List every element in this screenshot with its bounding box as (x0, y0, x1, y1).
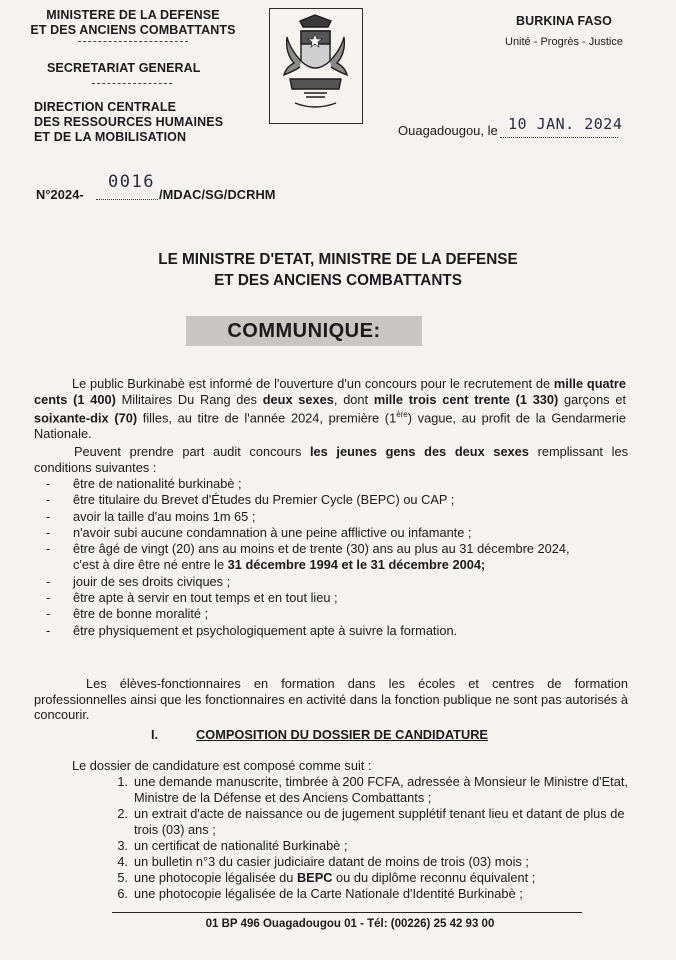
list-item (46, 574, 646, 590)
ministry-line1: MINISTERE DE LA DEFENSE (46, 8, 220, 22)
intro-text: Militaires Du Rang des (115, 391, 263, 407)
document-text (134, 870, 535, 886)
intro-text: filles, au titre de l'année 2024, première (1 (137, 410, 397, 426)
list-dash: - (46, 573, 51, 589)
minister-title (20, 249, 656, 291)
list-item (108, 774, 628, 806)
eligibility-text: remplissant les conditions suivantes : (34, 444, 628, 475)
minister-title-line2: ET DES ANCIENS COMBATTANTS (214, 272, 462, 289)
intro-superscript: ère (396, 410, 408, 420)
document-text: un bulletin n°3 du casier judiciaire datant de moins de trois (03) mois ; (134, 854, 529, 869)
condition-text: être de nationalité burkinabè ; (73, 476, 242, 491)
condition-text: avoir la taille d'au moins 1m 65 ; (73, 508, 256, 524)
condition-text-line2: c'est à dire être né entre le (73, 557, 228, 573)
document-text-part: ou du diplôme reconnu équivalent ; (332, 870, 536, 885)
intro-paragraph (34, 376, 626, 442)
list-number: 3. (117, 838, 128, 853)
date-dotted-line (500, 137, 618, 138)
list-item (46, 476, 646, 492)
direction-block (34, 100, 223, 145)
minister-title-line1: LE MINISTRE D'ETAT, MINISTRE DE LA DEFENSE (158, 251, 518, 268)
list-dash: - (46, 508, 51, 524)
reference-number: 0016 (108, 172, 155, 192)
list-number: 4. (117, 854, 128, 869)
reference-prefix: N°2024- (36, 187, 84, 202)
section-title: COMPOSITION DU DOSSIER DE CANDIDATURE (196, 727, 488, 742)
condition-text-line1: être âgé de vingt (20) ans au moins et de trente (30) ans au plus au 31 décembre 2024, (73, 541, 570, 557)
list-dash: - (46, 541, 51, 557)
intro-bold-sexes: deux sexes (262, 391, 334, 407)
eligibility-paragraph (34, 444, 628, 475)
section-lead: Le dossier de candidature est composé comme suit : (72, 758, 372, 773)
document-bold-bepc: BEPC (296, 870, 333, 885)
list-dash: - (46, 524, 51, 540)
condition-text: n'avoir subi aucune condamnation à une peine afflictive ou infamante ; (73, 524, 472, 540)
secretariat-divider (92, 83, 172, 84)
list-dash: - (46, 492, 51, 508)
direction-line2: DES RESSOURCES HUMAINES (34, 115, 224, 129)
list-dash: - (46, 476, 51, 491)
document-text: une demande manuscrite, timbrée à 200 FCFA, adressée à Monsieur le Ministre d'Etat, Ministre de la Défense et des Anciens Combattants ; (134, 774, 628, 805)
footer-rule (112, 912, 582, 913)
eligibility-text: Peuvent prendre part audit concours (74, 444, 310, 459)
list-item (46, 623, 646, 639)
list-dash: - (46, 590, 51, 606)
secretariat-label: SECRETARIAT GENERAL (47, 61, 201, 75)
list-item (108, 838, 628, 854)
condition-bold-dates: 31 décembre 1994 et le 31 décembre 2004; (227, 557, 486, 573)
intro-bold-boys: mille trois cent trente (1 330) (373, 391, 559, 407)
ministry-header (22, 8, 244, 42)
ministry-line2: ET DES ANCIENS COMBATTANTS (30, 23, 236, 37)
coat-of-arms-icon (269, 8, 363, 124)
communique-heading: COMMUNIQUE: (186, 316, 422, 346)
document-text: un certificat de nationalité Burkinabè ; (134, 838, 348, 853)
condition-text: être de bonne moralité ; (73, 606, 209, 622)
list-dash: - (46, 622, 51, 638)
condition-text: être physiquement et psychologiquement apte à suivre la formation. (73, 622, 458, 638)
intro-text: garçons et (558, 391, 626, 407)
direction-line1: DIRECTION CENTRALE (34, 100, 177, 114)
condition-text: être titulaire du Brevet d'Études du Premier Cycle (BEPC) ou CAP ; (73, 492, 455, 508)
list-item (46, 606, 646, 622)
intro-text: Le public Burkinabè est informé de l'ouverture d'un concours pour le recrutement de (72, 376, 554, 391)
reference-dotted-line (96, 199, 158, 200)
section-numeral: I. (151, 727, 159, 742)
list-item (46, 590, 646, 606)
list-number: 5. (117, 870, 128, 885)
direction-line3: ET DE LA MOBILISATION (34, 130, 187, 144)
country-motto: Unité - Progrès - Justice (505, 36, 623, 48)
intro-text: , dont (333, 391, 374, 407)
list-number: 1. (117, 774, 128, 789)
footer-address: 01 BP 496 Ouagadougou 01 - Tél: (00226) 25 42 93 00 (205, 918, 495, 930)
intro-bold-girls: soixante-dix (70) (34, 410, 138, 426)
country-name: BURKINA FASO (516, 14, 612, 28)
eligibility-bold: les jeunes gens des deux sexes (310, 444, 529, 459)
list-item (108, 854, 628, 870)
header-divider (78, 41, 188, 42)
documents-list (108, 774, 628, 902)
list-item (108, 870, 628, 886)
list-item (46, 525, 646, 541)
intro-bold-total: mille quatre cents (1 400) (34, 376, 627, 407)
reference-suffix: /MDAC/SG/DCRHM (159, 187, 276, 202)
condition-text: être apte à servir en tout temps et en tout lieu ; (73, 590, 338, 606)
conditions-list (46, 476, 646, 639)
document-text: une photocopie légalisée de la Carte Nationale d'Identité Burkinabè ; (134, 886, 523, 901)
list-item (46, 509, 646, 525)
handwritten-date: 10 JAN. 2024 (508, 115, 623, 133)
list-dash: - (46, 606, 51, 622)
intro-text: ) vague, au profit de la Gendarmerie Nationale. (34, 410, 627, 442)
list-number: 2. (117, 806, 128, 821)
place-label: Ouagadougou, le (398, 123, 498, 138)
list-number: 6. (117, 886, 128, 901)
exclusion-paragraph: Les élèves-fonctionnaires en formation dans les écoles et centres de formation professionnelles ainsi que les fonctionnaires en activité dans la fonction publique ne sont pas autorisés à concourir. (34, 676, 628, 723)
condition-text (73, 541, 570, 574)
list-item (46, 541, 646, 574)
document-text: un extrait d'acte de naissance ou de jugement supplétif tenant lieu et datant de plus de trois (03) ans ; (134, 806, 625, 837)
list-item (46, 492, 646, 508)
list-item (108, 806, 628, 838)
list-item (108, 886, 628, 902)
document-text-part: une photocopie légalisée du (134, 870, 297, 885)
condition-text: jouir de ses droits civiques ; (73, 573, 231, 589)
